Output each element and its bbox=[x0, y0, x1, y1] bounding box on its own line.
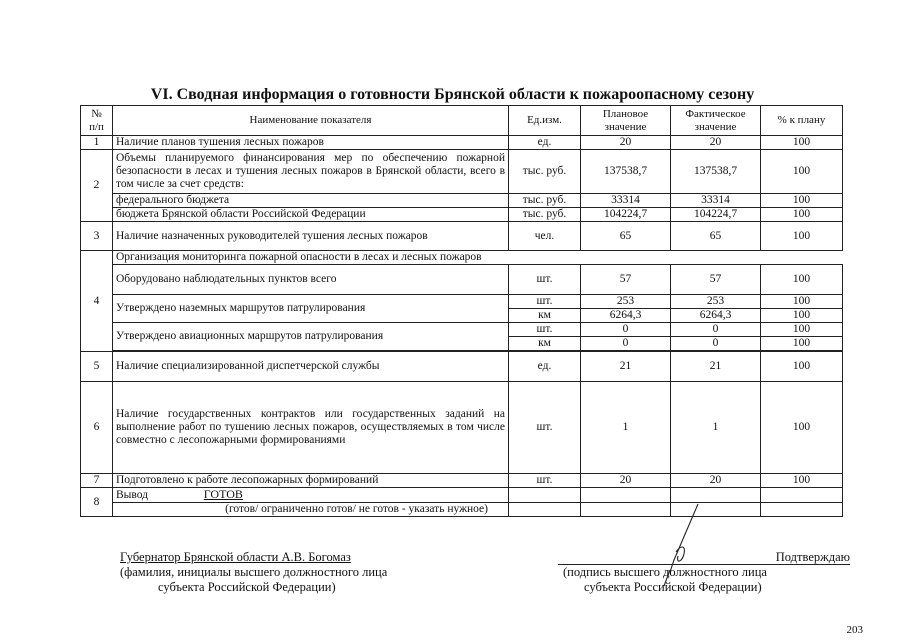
row-name: Оборудовано наблюдательных пунктов всего bbox=[113, 265, 509, 295]
table-row bbox=[81, 265, 843, 295]
table-row bbox=[81, 488, 843, 503]
row-plan: 21 bbox=[581, 352, 671, 382]
row-name: Наличие государственных контрактов или государственных заданий на выполнение работ по тушению лесных пожаров, осуществляемых в том числе совместно с лесопожарными формированиями bbox=[113, 382, 509, 474]
table-row bbox=[81, 208, 843, 222]
row-pct: 100 bbox=[761, 265, 843, 295]
row-unit: ед. bbox=[509, 352, 581, 382]
row-pct: 100 bbox=[761, 150, 843, 194]
confirm-caption-1: (подпись высшего должностного лица bbox=[563, 565, 767, 579]
readiness-table bbox=[80, 105, 843, 517]
row-plan: 1 bbox=[581, 382, 671, 474]
row-pct: 100 bbox=[761, 222, 843, 251]
row-fact: 21 bbox=[671, 352, 761, 382]
row-name: Наличие специализированной диспетчерской службы bbox=[113, 352, 509, 382]
header-plan: Плановое значение bbox=[581, 106, 671, 136]
row-num: 5 bbox=[81, 352, 113, 382]
signature-left bbox=[120, 550, 387, 595]
row-unit: шт. bbox=[509, 323, 581, 337]
row-num: 4 bbox=[81, 251, 113, 352]
row-plan: 33314 bbox=[581, 194, 671, 208]
row-fact: 65 bbox=[671, 222, 761, 251]
table-row bbox=[81, 150, 843, 194]
row-pct: 100 bbox=[761, 337, 843, 351]
header-unit: Ед.изм. bbox=[509, 106, 581, 136]
row-fact: 33314 bbox=[671, 194, 761, 208]
row-num: 8 bbox=[81, 488, 113, 517]
table-row bbox=[81, 295, 843, 309]
row-plan: 0 bbox=[581, 323, 671, 337]
row-num: 1 bbox=[81, 136, 113, 150]
row-name: федерального бюджета bbox=[113, 194, 509, 208]
table-row bbox=[81, 222, 843, 251]
row-plan: 20 bbox=[581, 136, 671, 150]
row-unit: ед. bbox=[509, 136, 581, 150]
row-fact: 137538,7 bbox=[671, 150, 761, 194]
row-pct: 100 bbox=[761, 352, 843, 382]
row-plan: 57 bbox=[581, 265, 671, 295]
row-num: 3 bbox=[81, 222, 113, 251]
row-name: бюджета Брянской области Российской Федерации bbox=[113, 208, 509, 222]
row-num: 7 bbox=[81, 474, 113, 488]
header-fact: Фактическое значение bbox=[671, 106, 761, 136]
row-plan: 104224,7 bbox=[581, 208, 671, 222]
row-pct: 100 bbox=[761, 136, 843, 150]
row-name: Объемы планируемого финансирования мер по обеспечению пожарной безопасности в лесах и тушения лесных пожаров в Брянской области, всего в том числе за счет средств: bbox=[113, 150, 509, 194]
page-title: VI. Сводная информация о готовности Брянской области к пожароопасному сезону bbox=[150, 86, 755, 103]
table-row bbox=[81, 136, 843, 150]
table-row bbox=[81, 194, 843, 208]
row-fact: 1 bbox=[671, 382, 761, 474]
row-unit: тыс. руб. bbox=[509, 150, 581, 194]
table-row bbox=[81, 474, 843, 488]
row-pct: 100 bbox=[761, 208, 843, 222]
row-unit: тыс. руб. bbox=[509, 194, 581, 208]
row-unit: км bbox=[509, 309, 581, 323]
row-plan: 253 bbox=[581, 295, 671, 309]
row-pct: 100 bbox=[761, 323, 843, 337]
row-pct: 100 bbox=[761, 194, 843, 208]
row-pct: 100 bbox=[761, 309, 843, 323]
header-num: № п/п bbox=[81, 106, 113, 136]
governor-caption-2: субъекта Российской Федерации) bbox=[158, 580, 336, 594]
governor-caption-1: (фамилия, инициалы высшего должностного лица bbox=[120, 565, 388, 579]
row-unit: шт. bbox=[509, 474, 581, 488]
signature-right bbox=[558, 550, 850, 595]
row-name: Наличие планов тушения лесных пожаров bbox=[113, 136, 509, 150]
table-row bbox=[81, 323, 843, 337]
row-pct: 100 bbox=[761, 295, 843, 309]
governor-line: Губернатор Брянской области А.В. Богомаз bbox=[120, 550, 351, 564]
row-fact: 253 bbox=[671, 295, 761, 309]
conclusion-cell bbox=[113, 488, 509, 503]
row-section-header: Организация мониторинга пожарной опасности в лесах и лесных пожаров bbox=[113, 251, 843, 265]
row-name: Утверждено наземных маршрутов патрулирования bbox=[113, 295, 509, 323]
row-num: 2 bbox=[81, 150, 113, 222]
row-unit: шт. bbox=[509, 295, 581, 309]
conclusion-value: ГОТОВ bbox=[203, 487, 243, 501]
row-name: Подготовлено к работе лесопожарных формирований bbox=[113, 474, 509, 488]
row-pct: 100 bbox=[761, 382, 843, 474]
row-plan: 65 bbox=[581, 222, 671, 251]
row-plan: 6264,3 bbox=[581, 309, 671, 323]
row-fact: 0 bbox=[671, 337, 761, 351]
confirm-line: Подтверждаю bbox=[558, 550, 850, 565]
table-row bbox=[81, 503, 843, 517]
row-unit: тыс. руб. bbox=[509, 208, 581, 222]
row-name: Утверждено авиационных маршрутов патрулирования bbox=[113, 323, 509, 351]
row-fact: 57 bbox=[671, 265, 761, 295]
table-header bbox=[81, 106, 843, 136]
row-num: 6 bbox=[81, 382, 113, 474]
row-pct: 100 bbox=[761, 474, 843, 488]
page-number: 203 bbox=[846, 624, 863, 636]
row-name: Наличие назначенных руководителей тушения лесных пожаров bbox=[113, 222, 509, 251]
row-unit: шт. bbox=[509, 265, 581, 295]
row-fact: 20 bbox=[671, 136, 761, 150]
row-unit: км bbox=[509, 337, 581, 351]
row-fact: 0 bbox=[671, 323, 761, 337]
row-fact: 20 bbox=[671, 474, 761, 488]
row-plan: 137538,7 bbox=[581, 150, 671, 194]
row-plan: 20 bbox=[581, 474, 671, 488]
conclusion-hint: (готов/ ограниченно готов/ не готов - указать нужное) bbox=[113, 503, 509, 517]
row-plan: 0 bbox=[581, 337, 671, 351]
header-name: Наименование показателя bbox=[113, 106, 509, 136]
row-fact: 104224,7 bbox=[671, 208, 761, 222]
table-row bbox=[81, 352, 843, 382]
row-fact: 6264,3 bbox=[671, 309, 761, 323]
table-row bbox=[81, 382, 843, 474]
row-unit: шт. bbox=[509, 382, 581, 474]
confirm-caption-2: субъекта Российской Федерации) bbox=[584, 580, 762, 594]
conclusion-label: Вывод bbox=[116, 489, 149, 501]
table-row bbox=[81, 251, 843, 265]
header-percent: % к плану bbox=[761, 106, 843, 136]
row-unit: чел. bbox=[509, 222, 581, 251]
